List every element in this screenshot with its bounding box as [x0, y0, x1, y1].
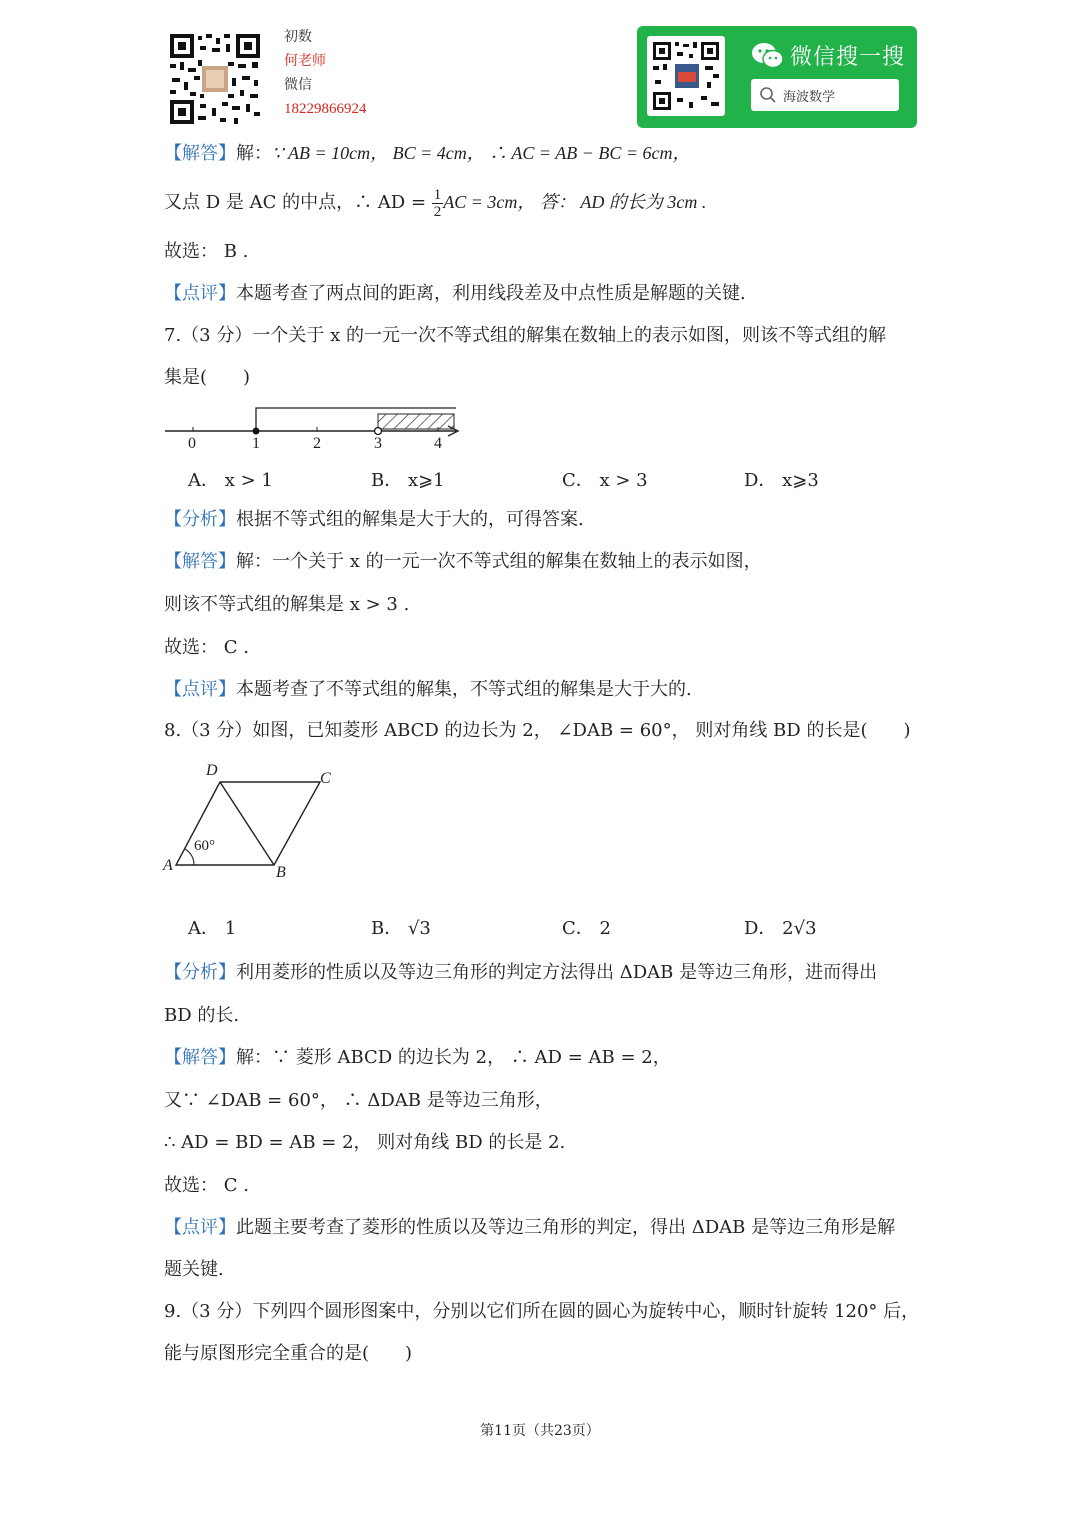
q7-option-d: D． x⩾3	[744, 470, 819, 491]
header-line-1: 初数	[284, 29, 312, 45]
wechat-title: 微信搜一搜	[790, 45, 906, 70]
vertex-label-b: B	[276, 864, 286, 881]
q8-jieda	[164, 1047, 671, 1069]
angle-arc-a	[185, 849, 194, 865]
q6-jieda-line1	[164, 142, 690, 165]
dianping-tag: 【点评】	[164, 283, 236, 304]
diagonal-bd	[220, 782, 274, 865]
q9-stem-1: 9.（3 分）下列四个圆形图案中，分别以它们所在圆的圆心为旋转中心，顺时针旋转 120° 后，	[164, 1301, 920, 1322]
q7-fenxi	[164, 509, 584, 531]
jieda-tag: 【解答】	[164, 1047, 236, 1068]
q8-option-b: B． √3	[371, 918, 431, 939]
q8-fenxi	[164, 962, 877, 984]
q6-dianping-text: 本题考查了两点间的距离，利用线段差及中点性质是解题的关键.	[236, 283, 746, 304]
angle-label: 60°	[194, 838, 215, 854]
header-phone: 18229866924	[284, 101, 367, 117]
q6-dianping	[164, 283, 746, 305]
q8-option-a: A． 1	[188, 918, 237, 939]
number-line-figure	[160, 402, 470, 462]
tick-label-3: 3	[374, 435, 382, 452]
dianping-tag: 【点评】	[164, 679, 236, 700]
q6-jieda-prefix: 解：	[236, 143, 272, 164]
q8-option-d: D． 2√3	[744, 918, 817, 939]
q6-frac-den: 2	[433, 203, 442, 220]
fenxi-tag: 【分析】	[164, 509, 236, 530]
q8-stem: 8.（3 分）如图，已知菱形 ABCD 的边长为 2， ∠DAB = 60°， 则对角线 BD 的长是( )	[164, 720, 911, 741]
dianping-tag: 【点评】	[164, 1217, 236, 1238]
open-point-3	[375, 428, 382, 435]
q7-option-c: C． x > 3	[562, 470, 648, 491]
solid-point-1	[253, 428, 260, 435]
tick-label-2: 2	[313, 435, 321, 452]
jieda-tag: 【解答】	[164, 143, 236, 164]
solution-hatch-3	[378, 414, 454, 429]
q7-jieda	[164, 551, 762, 573]
q8-option-c: C． 2	[562, 918, 611, 939]
jieda-tag: 【解答】	[164, 551, 236, 572]
wechat-search-banner	[637, 26, 917, 128]
q8-jieda-text: 解：∵ 菱形 ABCD 的边长为 2， ∴ AD = AB = 2，	[236, 1047, 671, 1068]
vertex-label-d: D	[206, 762, 218, 779]
wechat-search-box[interactable]	[751, 79, 899, 111]
q7-option-a: A． x > 1	[188, 470, 273, 491]
q7-option-b: B． x⩾1	[371, 470, 445, 491]
tick-label-0: 0	[188, 435, 196, 452]
tick-label-4: 4	[434, 435, 442, 452]
qr-code-left	[168, 32, 262, 126]
fenxi-tag: 【分析】	[164, 962, 236, 983]
q8-dianping-text: 此题主要考查了菱形的性质以及等边三角形的判定，得出 ΔDAB 是等边三角形是解	[236, 1217, 896, 1238]
q8-fenxi-text: 利用菱形的性质以及等边三角形的判定方法得出 ΔDAB 是等边三角形，进而得出	[236, 962, 878, 983]
q7-fenxi-text: 根据不等式组的解集是大于大的，可得答案.	[236, 509, 584, 530]
search-text: 海波数学	[783, 90, 836, 105]
tick-label-1: 1	[252, 435, 260, 452]
q6-jieda-line2	[164, 184, 706, 224]
q8-choose: 故选： C .	[164, 1175, 249, 1196]
header-line-3: 微信	[284, 77, 312, 93]
q6-fraction	[432, 187, 444, 220]
q7-jieda-2: 则该不等式组的解集是 x > 3 .	[164, 594, 410, 615]
q6-line2-a: 又点 D 是 AC 的中点，∴ AD =	[164, 192, 432, 213]
vertex-label-a: A	[163, 857, 173, 874]
q7-dianping	[164, 679, 692, 701]
header-teacher-name: 何老师	[284, 53, 326, 69]
search-icon	[759, 86, 777, 108]
q8-dianping	[164, 1217, 895, 1239]
wechat-icon	[751, 42, 785, 74]
q7-choose: 故选： C .	[164, 637, 249, 658]
q9-stem-2: 能与原图形完全重合的是( )	[164, 1343, 413, 1364]
vertex-label-c: C	[320, 770, 331, 787]
q6-frac-num: 1	[433, 186, 442, 203]
q7-stem-1: 7.（3 分）一个关于 x 的一元一次不等式组的解集在数轴上的表示如图，则该不等式组的解	[164, 325, 886, 346]
q6-line2-b: AC = 3cm， 答： AD 的长为 3cm .	[443, 192, 707, 212]
q7-stem-2: 集是( )	[164, 367, 251, 388]
q6-jieda-math: ∵ AB = 10cm， BC = 4cm， ∴ AC = AB − BC = 6cm，	[272, 143, 691, 163]
q8-dianping-2: 题关键.	[164, 1259, 224, 1280]
q7-dianping-text: 本题考查了不等式组的解集，不等式组的解集是大于大的.	[236, 679, 692, 700]
q6-choose: 故选： B .	[164, 241, 249, 262]
qr-code-right	[647, 36, 725, 116]
q8-jieda-2: 又∵ ∠DAB = 60°， ∴ ΔDAB 是等边三角形，	[164, 1090, 553, 1111]
page-footer: 第11页（共23页）	[480, 1423, 600, 1439]
q8-fenxi-2: BD 的长.	[164, 1005, 240, 1026]
q8-jieda-3: ∴ AD = BD = AB = 2， 则对角线 BD 的长是 2.	[164, 1132, 566, 1153]
q7-jieda-text: 解：一个关于 x 的一元一次不等式组的解集在数轴上的表示如图，	[236, 551, 762, 572]
rhombus-figure	[160, 762, 340, 887]
